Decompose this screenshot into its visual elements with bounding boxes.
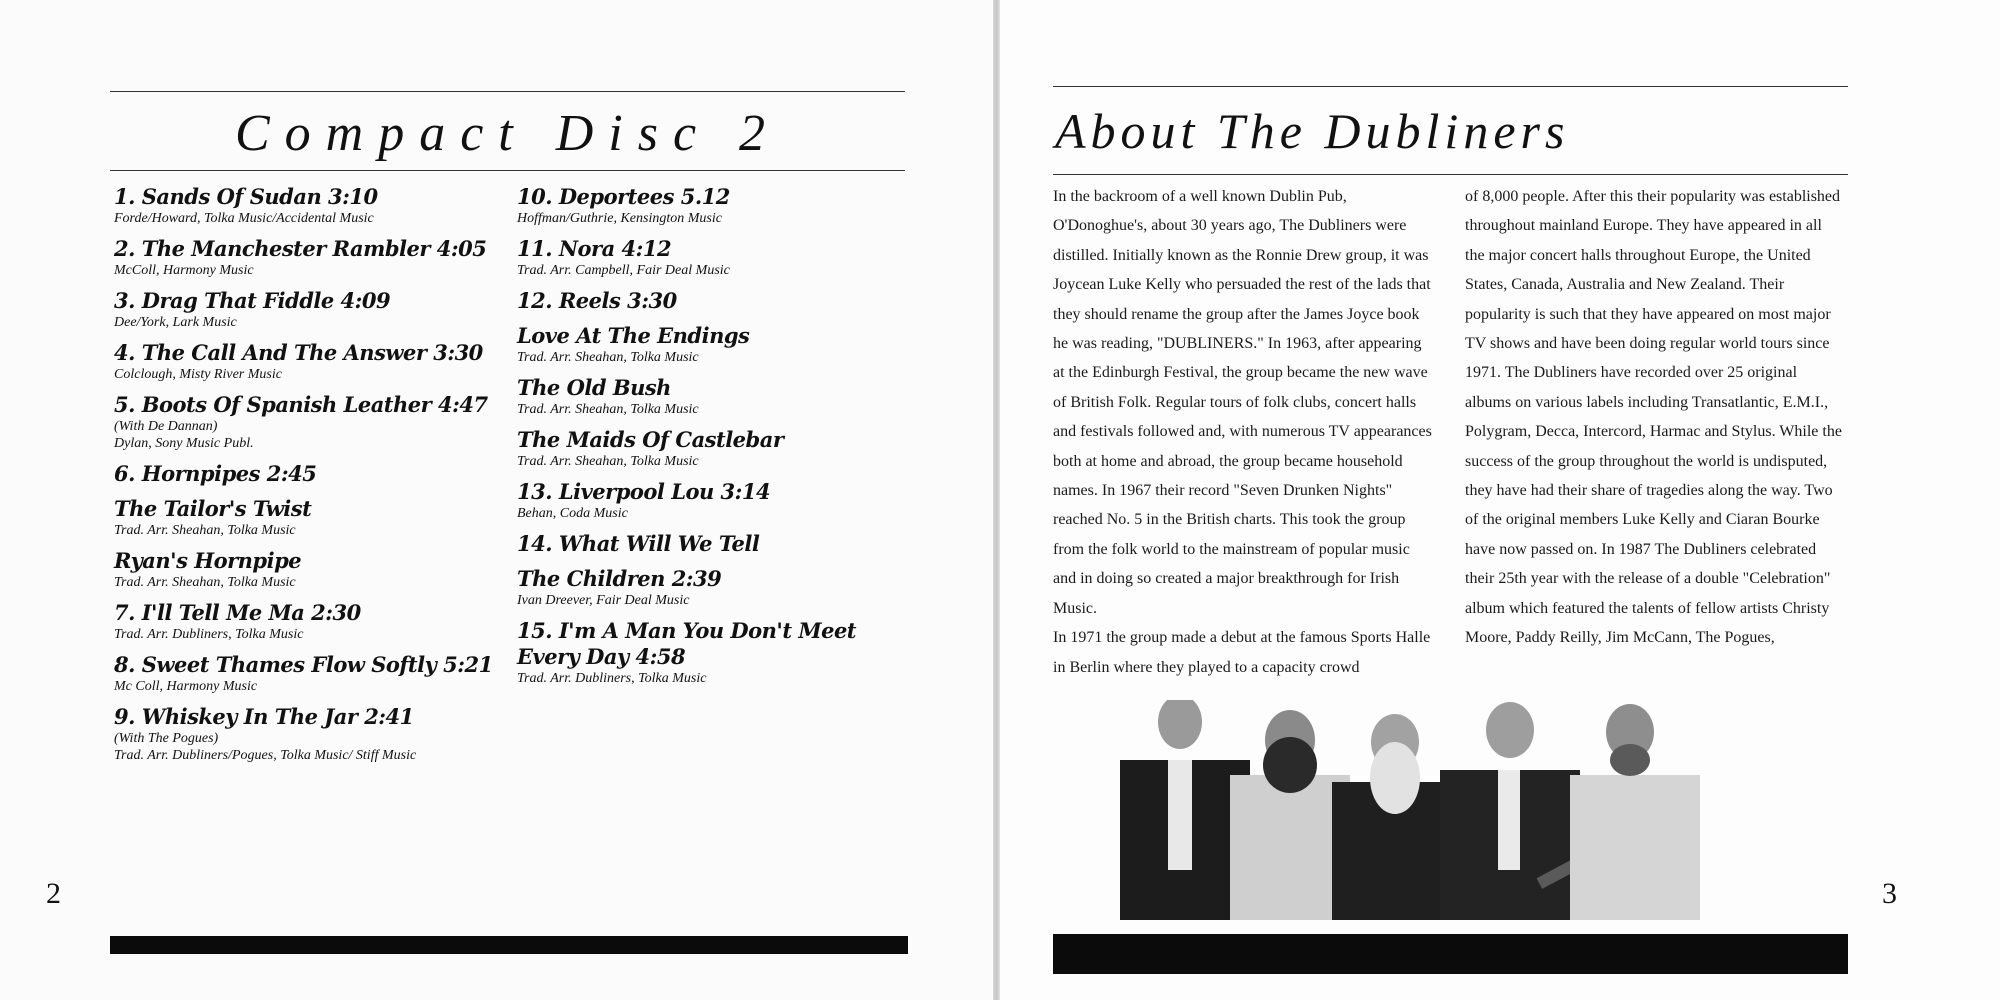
track-item	[517, 427, 857, 470]
track-item	[114, 548, 514, 591]
track-credit: Trad. Arr. Sheahan, Tolka Music	[114, 575, 296, 590]
track-credit: Trad. Arr. Sheahan, Tolka Music	[517, 350, 699, 365]
track-credit: Trad. Arr. Campbell, Fair Deal Music	[517, 263, 730, 278]
track-item	[114, 704, 514, 764]
track-title: The Maids Of Castlebar	[517, 427, 784, 452]
track-item	[517, 618, 857, 687]
left-page	[0, 0, 993, 1000]
track-item	[517, 184, 857, 227]
track-item	[114, 392, 514, 452]
track-credit: Dee/York, Lark Music	[114, 315, 237, 330]
track-item	[114, 496, 514, 539]
page-number: 2	[46, 877, 61, 910]
track-title: 13. Liverpool Lou 3:14	[517, 479, 771, 504]
track-title: 8. Sweet Thames Flow Softly 5:21	[114, 652, 493, 677]
track-list-left	[114, 184, 514, 773]
track-note: (With De Dannan)	[114, 419, 218, 434]
track-credit: Trad. Arr. Dubliners, Tolka Music	[517, 671, 707, 686]
track-credit: Trad. Arr. Sheahan, Tolka Music	[517, 454, 699, 469]
track-credit: Mc Coll, Harmony Music	[114, 679, 258, 694]
top-rule	[1053, 86, 1848, 87]
track-credit: Trad. Arr. Sheahan, Tolka Music	[114, 523, 296, 538]
band-member-5	[1570, 704, 1700, 920]
track-item	[517, 531, 857, 557]
page-number: 3	[1882, 877, 1897, 910]
paragraph: In the backroom of a well known Dublin Pub, O'Donoghue's, about 30 years ago, The Dubliners were distilled. Initially known as the Ronnie Drew group, it was Joycean Luke Kelly who persuaded the rest of the lads that they should rename the group after the James Joyce book he was reading, "DUBLINERS." In 1963, after appearing at the Edinburgh Festival, the group became the new wave of British Folk. Regular tours of folk clubs, concert halls and festivals followed and, with numerous TV appearances both at home and abroad, the group became household names. In 1967 their record "Seven Drunken Nights" reached No. 5 in the British charts. This took the group from the folk world to the mainstream of popular music and in doing so created a major breakthrough for Irish Music.	[1053, 188, 1432, 617]
track-credit: Forde/Howard, Tolka Music/Accidental Music	[114, 211, 374, 226]
track-item	[517, 236, 857, 279]
track-credit: Colclough, Misty River Music	[114, 367, 282, 382]
track-item	[114, 461, 514, 487]
track-item	[517, 566, 857, 609]
track-credit: Behan, Coda Music	[517, 506, 628, 521]
track-title: 15. I'm A Man You Don't Meet Every Day 4:58	[517, 618, 857, 669]
track-title: The Children 2:39	[517, 566, 722, 591]
band-photo	[1110, 700, 1800, 922]
track-title: 2. The Manchester Rambler 4:05	[114, 236, 487, 261]
track-item	[517, 323, 857, 366]
track-title: 6. Hornpipes 2:45	[114, 461, 317, 486]
track-credit: McColl, Harmony Music	[114, 263, 254, 278]
spine-fold	[993, 0, 1000, 1000]
track-title: 14. What Will We Tell	[517, 531, 760, 556]
track-credit: Trad. Arr. Sheahan, Tolka Music	[517, 402, 699, 417]
track-title: Love At The Endings	[517, 323, 750, 348]
track-item	[114, 652, 514, 695]
track-title: The Tailor's Twist	[114, 496, 312, 521]
page-title: Compact Disc 2	[234, 105, 781, 162]
track-title: Ryan's Hornpipe	[114, 548, 302, 573]
text-column-2	[1465, 182, 1845, 653]
bottom-bar	[110, 936, 908, 954]
track-item	[517, 479, 857, 522]
track-item	[517, 288, 857, 314]
track-credit: Ivan Dreever, Fair Deal Music	[517, 593, 690, 608]
top-rule	[110, 91, 905, 92]
paragraph: of 8,000 people. After this their popularity was established throughout mainland Europe. They have appeared in all the major concert halls throughout Europe, the United States, Canada, Australia and New Zealand. Their popularity is such that they have appeared on most major TV shows and have been doing regular world tours since 1971. The Dubliners have recorded over 25 original albums on various labels including Transatlantic, E.M.I., Polygram, Decca, Intercord, Harmac and Stylus. While the success of the group throughout the world is undisputed, they have had their share of tragedies along the way. Two of the original members Luke Kelly and Ciaran Bourke have now passed on. In 1987 The Dubliners celebrated their 25th year with the release of a double "Celebration" album which featured the talents of fellow artists Christy Moore, Paddy Reilly, Jim McCann, The Pogues,	[1465, 188, 1842, 647]
track-list-right	[517, 184, 857, 696]
track-item	[114, 184, 514, 227]
track-item	[114, 600, 514, 643]
paragraph: In 1971 the group made a debut at the famous Sports Halle in Berlin where they played to a capacity crowd	[1053, 629, 1431, 676]
track-title: 11. Nora 4:12	[517, 236, 672, 261]
track-item	[114, 288, 514, 331]
track-item	[517, 375, 857, 418]
track-item	[114, 340, 514, 383]
track-title: 12. Reels 3:30	[517, 288, 677, 313]
track-credit: Trad. Arr. Dubliners/Pogues, Tolka Music/ Stiff Music	[114, 748, 417, 763]
right-page	[1000, 0, 2000, 1000]
text-column-1	[1053, 182, 1433, 682]
track-item	[114, 236, 514, 279]
track-credit: Trad. Arr. Dubliners, Tolka Music	[114, 627, 304, 642]
track-title: 10. Deportees 5.12	[517, 184, 730, 209]
track-title: 3. Drag That Fiddle 4:09	[114, 288, 391, 313]
title-underline	[1053, 174, 1848, 175]
track-note: (With The Pogues)	[114, 731, 219, 746]
track-title: 7. I'll Tell Me Ma 2:30	[114, 600, 361, 625]
track-title: 1. Sands Of Sudan 3:10	[114, 184, 378, 209]
bottom-bar	[1053, 934, 1848, 974]
title-underline	[110, 170, 905, 171]
track-title: 9. Whiskey In The Jar 2:41	[114, 704, 414, 729]
track-credit: Hoffman/Guthrie, Kensington Music	[517, 211, 722, 226]
track-title: 4. The Call And The Answer 3:30	[114, 340, 483, 365]
track-title: 5. Boots Of Spanish Leather 4:47	[114, 392, 488, 417]
track-title: The Old Bush	[517, 375, 671, 400]
track-credit: Dylan, Sony Music Publ.	[114, 436, 254, 451]
page-title: About The Dubliners	[1055, 103, 1570, 159]
